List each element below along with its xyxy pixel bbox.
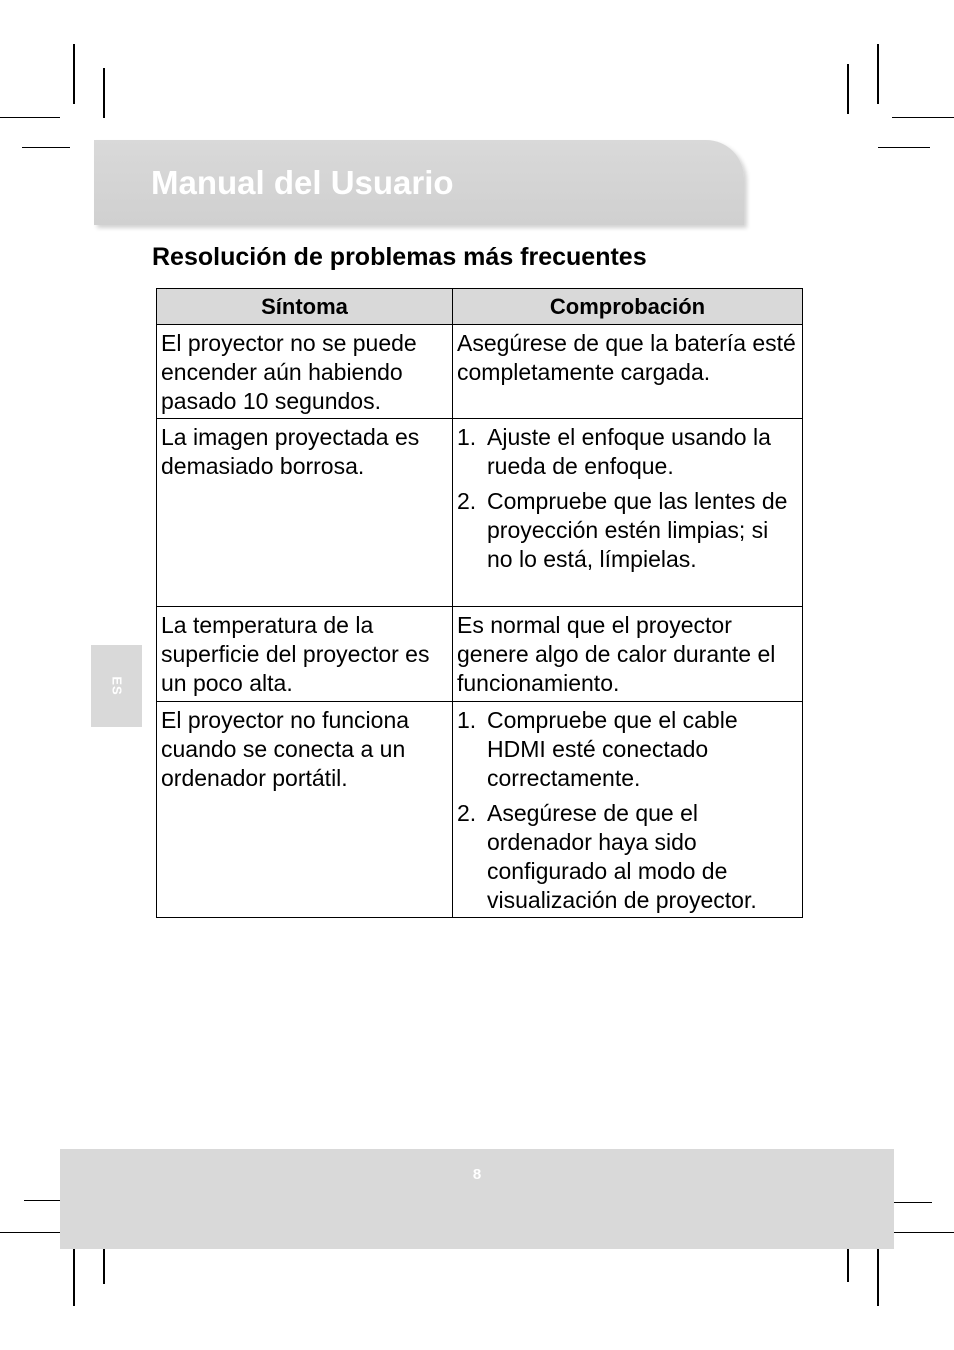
check-cell [453, 419, 803, 607]
check-cell: Asegúrese de que la batería esté completamente cargada. [453, 325, 803, 419]
crop-mark [877, 1248, 879, 1306]
step-number: 1. [457, 707, 477, 733]
step-number: 1. [457, 424, 477, 450]
table-row [157, 607, 803, 702]
language-label: ES [109, 676, 124, 696]
header-band [94, 140, 744, 225]
step-number: 2. [457, 488, 477, 514]
symptom-cell: El proyector no se puede encender aún habiendo pasado 10 segundos. [157, 325, 453, 419]
check-cell [453, 702, 803, 918]
symptom-cell: El proyector no funciona cuando se conecta a un ordenador portátil. [157, 702, 453, 918]
column-header-symptom: Síntoma [157, 289, 453, 325]
table-row [157, 702, 803, 918]
symptom-cell: La temperatura de la superficie del proyector es un poco alta. [157, 607, 453, 702]
crop-mark [103, 68, 105, 118]
step-text: Ajuste el enfoque usando la rueda de enfoque. [487, 424, 771, 479]
check-steps [457, 423, 798, 574]
page-number: 8 [472, 1166, 482, 1183]
footer-band [60, 1149, 894, 1249]
crop-mark [0, 117, 60, 118]
step-number: 2. [457, 800, 477, 826]
check-steps [457, 706, 798, 915]
column-header-check: Comprobación [453, 289, 803, 325]
crop-mark [73, 1248, 75, 1306]
crop-mark [847, 1248, 849, 1282]
step-text: Asegúrese de que el ordenador haya sido configurado al modo de visualización de proyector. [487, 800, 757, 913]
symptom-cell: La imagen proyectada es demasiado borrosa. [157, 419, 453, 607]
table-row [157, 419, 803, 607]
crop-mark [24, 1200, 60, 1201]
crop-mark [73, 44, 75, 104]
crop-mark [22, 147, 70, 148]
troubleshooting-table [156, 288, 803, 918]
crop-mark [0, 1232, 60, 1233]
step-text: Compruebe que las lentes de proyección estén limpias; si no lo está, límpielas. [487, 488, 788, 572]
manual-title: Manual del Usuario [151, 164, 454, 201]
check-cell: Es normal que el proyector genere algo de calor durante el funcionamiento. [453, 607, 803, 702]
crop-mark [847, 64, 849, 114]
list-item [457, 706, 798, 793]
crop-mark [894, 1202, 932, 1203]
language-tab [91, 645, 142, 727]
list-item [457, 799, 798, 915]
crop-mark [877, 44, 879, 104]
crop-mark [894, 1232, 954, 1233]
crop-mark [103, 1248, 105, 1284]
crop-mark [892, 117, 954, 118]
crop-mark [878, 147, 930, 148]
table-header-row [157, 289, 803, 325]
table-row [157, 325, 803, 419]
list-item [457, 487, 798, 574]
section-heading: Resolución de problemas más frecuentes [152, 243, 647, 271]
step-text: Compruebe que el cable HDMI esté conectado correctamente. [487, 707, 738, 791]
list-item [457, 423, 798, 481]
